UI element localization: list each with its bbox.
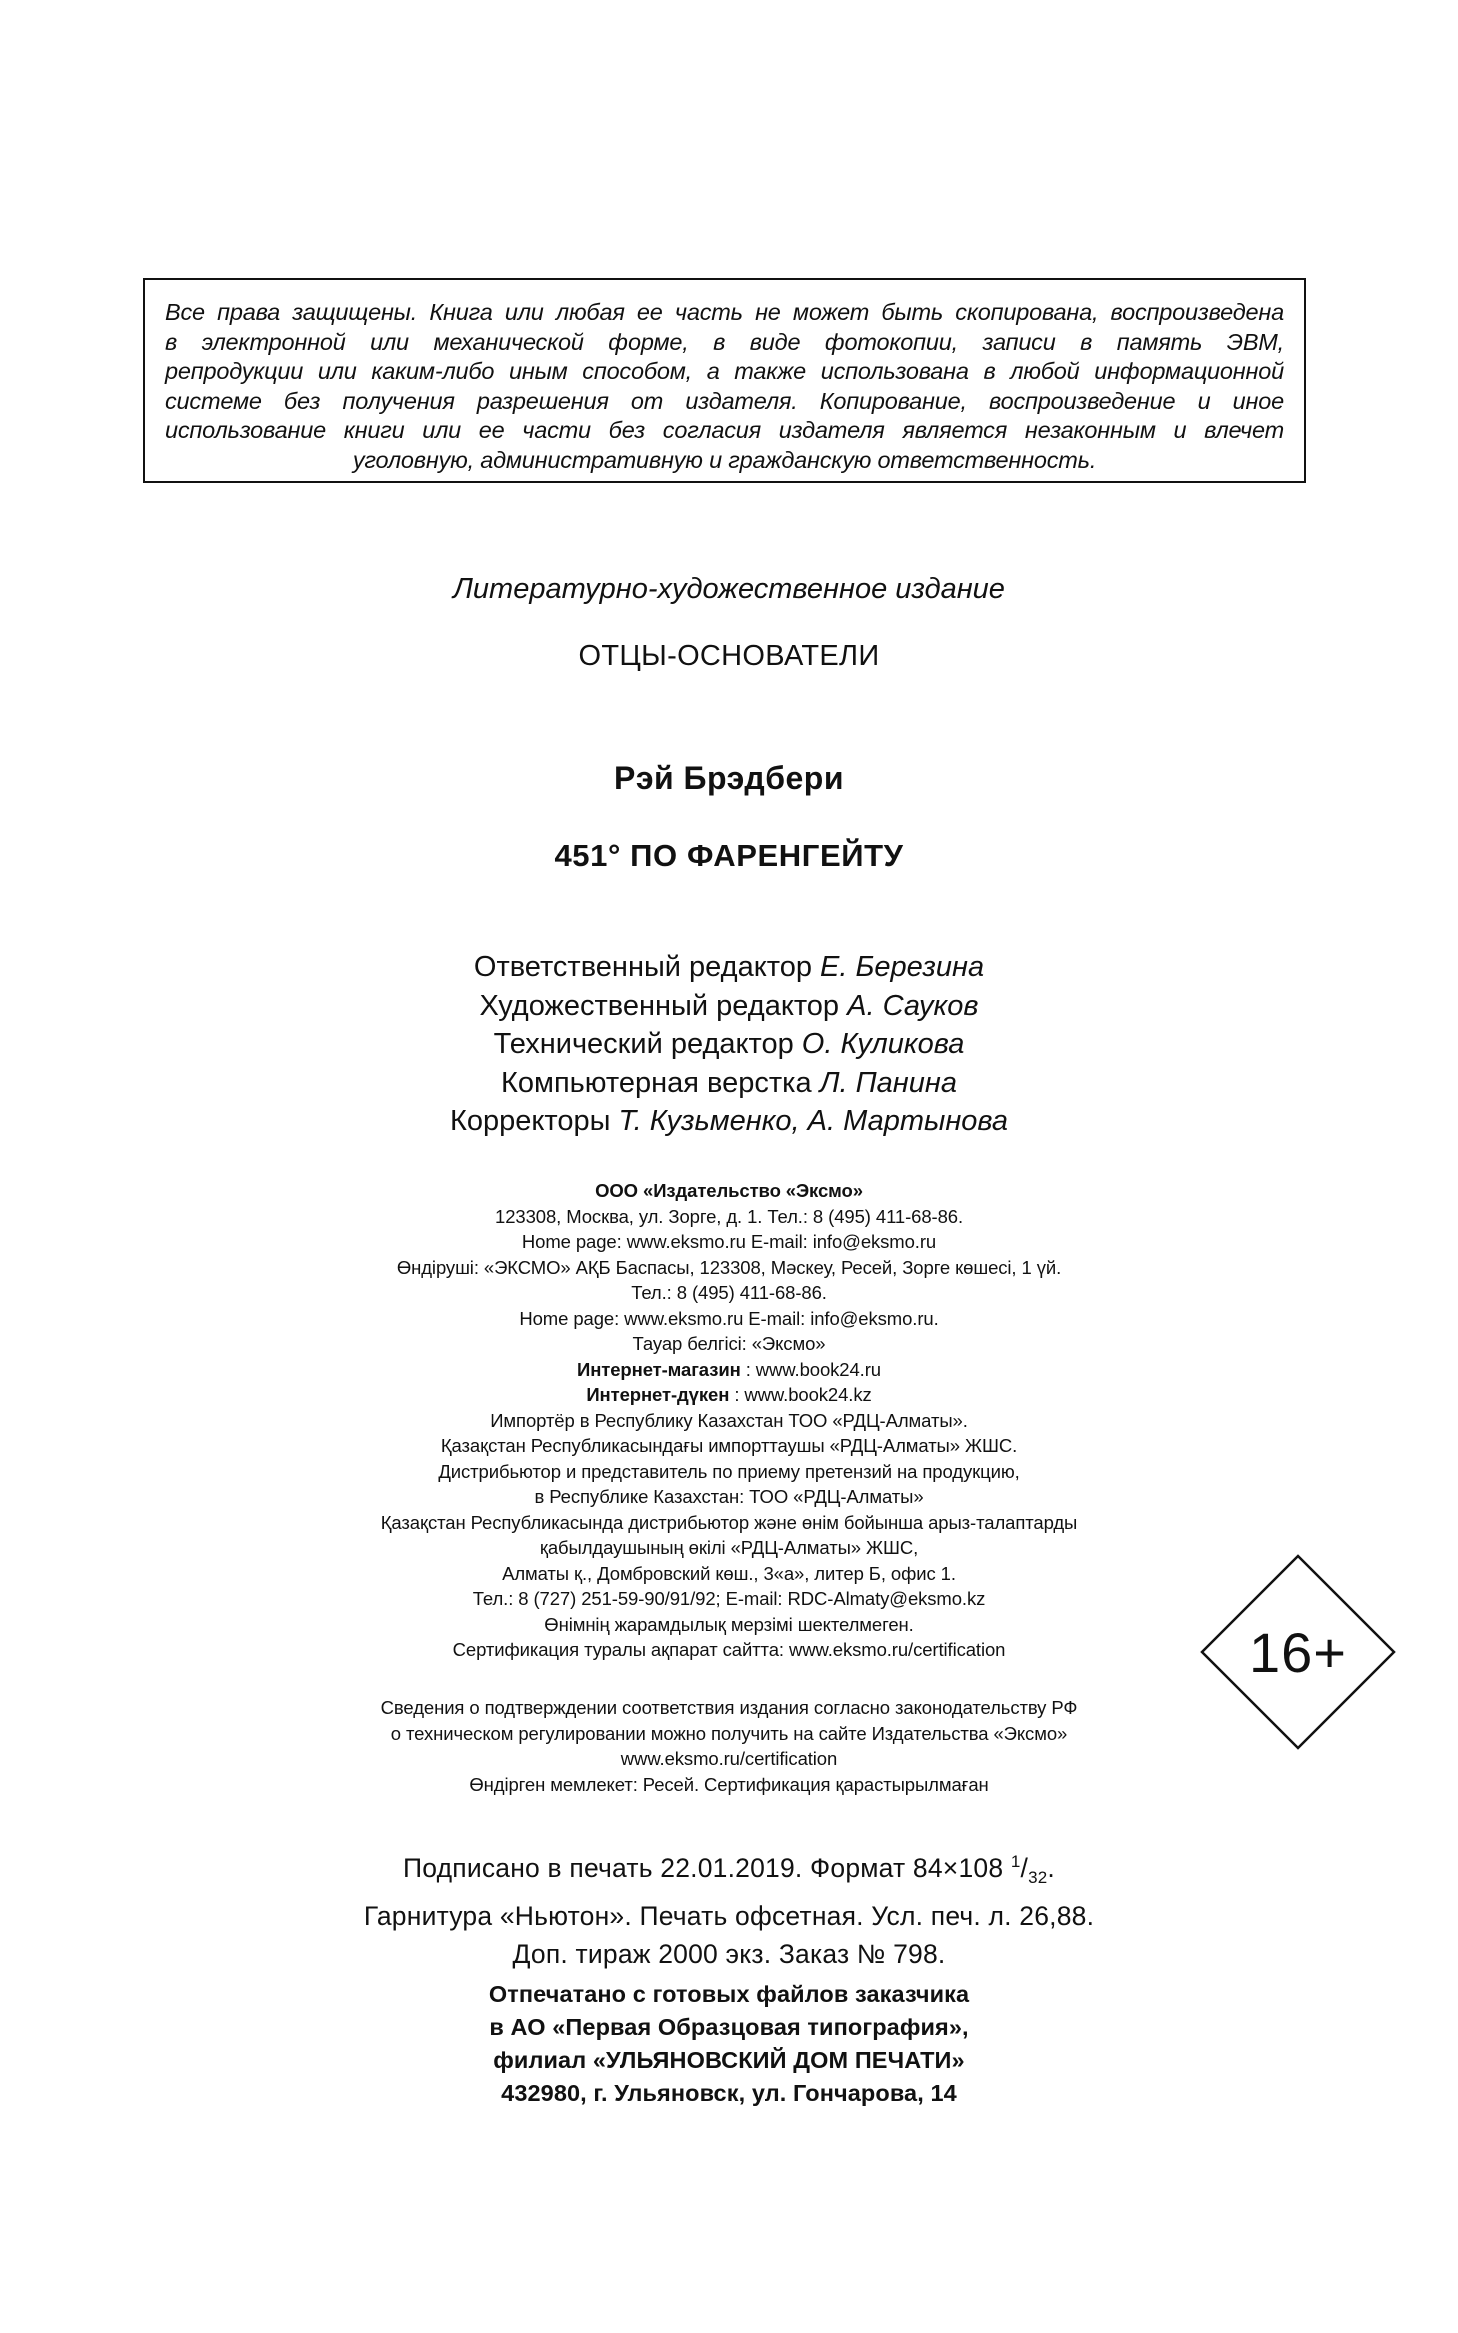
credit-name: О. Куликова	[801, 1028, 965, 1060]
credit-line	[0, 948, 1458, 987]
credit-name: Т. Кузьменко, А. Мартынова	[618, 1105, 1009, 1137]
certification-line: о техническом регулировании можно получить на сайте Издательства «Эксмо»	[390, 1722, 1068, 1744]
shelf-life: Өнімнің жарамдылық мерзімі шектелмеген.	[544, 1613, 914, 1635]
country-of-origin: Өндірген мемлекет: Ресей. Сертификация қарастырылмаған	[469, 1773, 989, 1795]
cert-info-kz: Сертификация туралы ақпарат сайтта: www.eksmo.ru/certification	[452, 1639, 1006, 1660]
credit-role: Корректоры	[449, 1105, 611, 1137]
age-rating-badge	[1198, 1552, 1398, 1752]
edition-type: Литературно-художественное издание	[453, 573, 1005, 605]
copyright-notice-line: в электронной или механической форме, в виде фотокопии, записи в память ЭВМ,	[165, 328, 1284, 355]
credit-line	[0, 1102, 1458, 1141]
printer-address: 432980, г. Ульяновск, ул. Гончарова, 14	[501, 2080, 957, 2106]
certification-line: Сведения о подтверждении соответствия издания согласно законодательству РФ	[380, 1697, 1078, 1718]
trademark: Тауар белгісі: «Эксмо»	[632, 1333, 826, 1354]
print-signed-format: Подписано в печать 22.01.2019. Формат 84×108 $^1/_{32}$.	[403, 1852, 1055, 1888]
book-title: 451° ПО ФАРЕНГЕЙТУ	[554, 838, 904, 873]
credit-role: Художественный редактор	[479, 989, 840, 1022]
credit-line	[0, 1064, 1458, 1103]
publisher-web-kz: Home page: www.eksmo.ru E-mail: info@eksmo.ru.	[519, 1307, 939, 1329]
distributor-kz-2: қабылдаушының өкілі «РДЦ-Алматы» ЖШС,	[539, 1537, 919, 1558]
distributor-2: в Республике Казахстан: ТОО «РДЦ-Алматы»	[534, 1486, 924, 1507]
print-typeface: Гарнитура «Ньютон». Печать офсетная. Усл. печ. л. 26,88.	[363, 1901, 1095, 1932]
printer-line: в АО «Первая Образцовая типография»,	[489, 2014, 969, 2040]
credit-role: Ответственный редактор	[473, 951, 812, 983]
credit-name: А. Сауков	[847, 989, 979, 1022]
credits-list	[0, 948, 1458, 1141]
distributor: Дистрибьютор и представитель по приему претензий на продукцию,	[438, 1460, 1020, 1482]
online-shop	[0, 1357, 1458, 1383]
certification-url: www.eksmo.ru/certification	[620, 1748, 838, 1769]
online-shop-kz-label: Интернет-дүкен	[586, 1384, 730, 1405]
online-shop-kz-url: : www.book24.kz	[729, 1384, 872, 1405]
print-signed-end: .	[1047, 1852, 1055, 1883]
print-info	[0, 1843, 1458, 1973]
distributor-kz: Қазақстан Республикасында дистрибьютор және өнім бойынша арыз-талаптарды	[380, 1511, 1078, 1533]
importer: Импортёр в Республику Казахстан ТОО «РДЦ-Алматы».	[490, 1409, 968, 1431]
copyright-notice-line: Все права защищены. Книга или любая ее часть не может быть скопирована, воспроизведена	[165, 299, 1284, 325]
publisher-phone-kz: Тел.: 8 (495) 411-68-86.	[631, 1282, 827, 1303]
series-name: ОТЦЫ-ОСНОВАТЕЛИ	[578, 640, 880, 672]
online-shop-kz	[0, 1382, 1458, 1408]
publisher-web: Home page: www.eksmo.ru E-mail: info@eksmo.ru	[521, 1231, 937, 1252]
format-fraction-num: 1	[1010, 1852, 1021, 1871]
importer-kz: Қазақстан Республикасындағы импорттаушы «РДЦ-Алматы» ЖШС.	[440, 1435, 1018, 1456]
online-shop-label: Интернет-магазин	[577, 1358, 741, 1380]
credit-role: Технический редактор	[493, 1028, 794, 1060]
publisher-address: 123308, Москва, ул. Зорге, д. 1. Тел.: 8 (495) 411-68-86.	[495, 1205, 963, 1227]
format-fraction-den: 32	[1028, 1868, 1048, 1888]
credit-name: Л. Панина	[819, 1066, 957, 1099]
printer-line: Отпечатано с готовых файлов заказчика	[488, 1981, 970, 2007]
publisher-maker-kz: Өндіруші: «ЭКСМО» АҚБ Баспасы, 123308, Мәскеу, Ресей, Зорге көшесі, 1 үй.	[396, 1256, 1062, 1278]
copyright-notice-box	[143, 278, 1306, 483]
credit-role: Компьютерная верстка	[501, 1066, 812, 1099]
credit-line	[0, 1025, 1458, 1064]
print-run: Доп. тираж 2000 экз. Заказ № 798.	[512, 1939, 946, 1970]
printer-info	[0, 1978, 1458, 2110]
almaty-address: Алматы қ., Домбровский көш., 3«а», литер Б, офис 1.	[502, 1562, 956, 1584]
copyright-notice-line: системе без получения разрешения от издателя. Копирование, воспроизведение и иное	[165, 387, 1284, 414]
author-name: Рэй Брэдбери	[613, 760, 845, 796]
credit-line	[0, 987, 1458, 1026]
online-shop-url: : www.book24.ru	[740, 1358, 881, 1380]
printer-line: филиал «УЛЬЯНОВСКИЙ ДОМ ПЕЧАТИ»	[493, 2047, 965, 2073]
almaty-contacts: Тел.: 8 (727) 251-59-90/91/92; E-mail: RDC-Almaty@eksmo.kz	[472, 1588, 986, 1609]
copyright-notice-line: использование книги или ее части без согласия издателя является незаконным и влечет	[165, 417, 1284, 443]
age-rating-label: 16+	[1249, 1620, 1347, 1684]
copyright-notice-line: уголовную, административную и гражданскую ответственность.	[352, 446, 1097, 473]
credit-name: Е. Березина	[820, 951, 985, 983]
copyright-notice-line: репродукции или каким-либо иным способом, а также использована в любой информационной	[165, 358, 1284, 384]
print-signed-text: Подписано в печать 22.01.2019. Формат 84×108	[403, 1852, 1011, 1883]
publisher-name: ООО «Издательство «Эксмо»	[595, 1180, 863, 1201]
